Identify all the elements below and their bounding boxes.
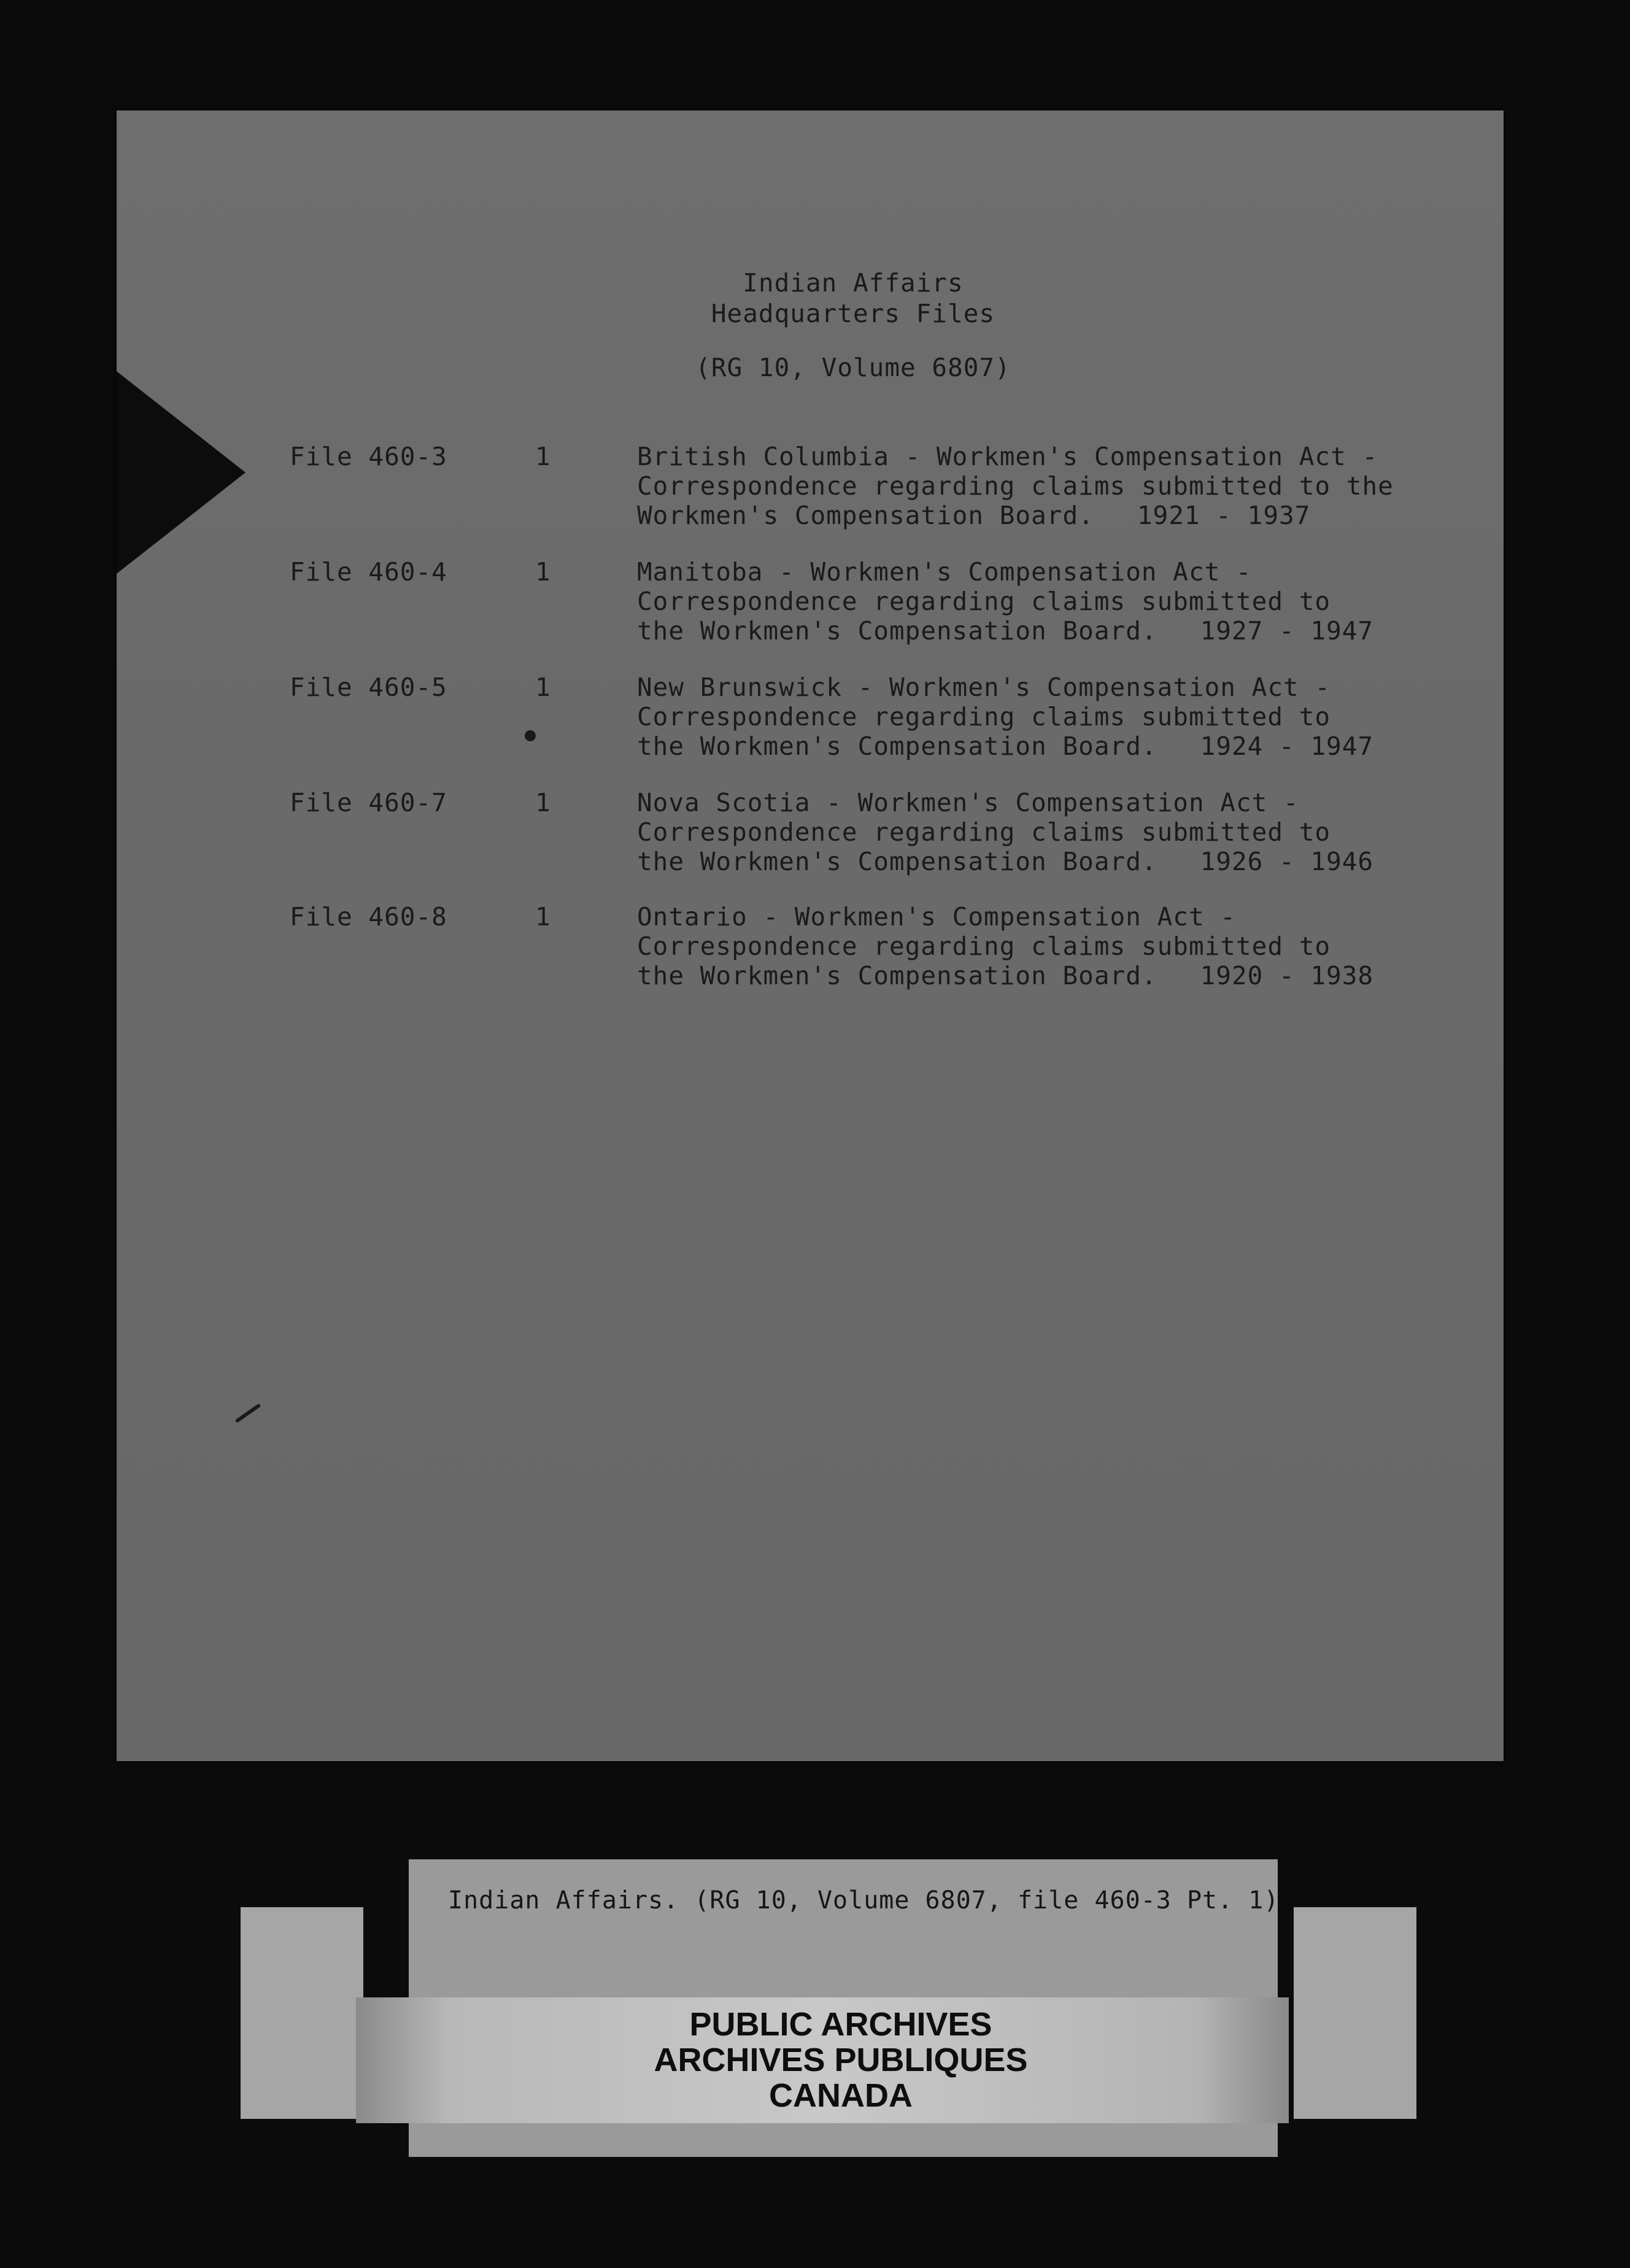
file-entry [0,673,1630,777]
description-line: Manitoba - Workmen's Compensation Act - [637,557,1252,587]
description-line: the Workmen's Compensation Board. [637,847,1157,876]
file-description [637,557,1373,646]
header-volume: (RG 10, Volume 6807) [695,353,1011,382]
file-entry [0,557,1630,662]
part-number: 1 [535,442,551,471]
date-range: 1927 - 1947 [1200,616,1374,646]
description-line: the Workmen's Compensation Board. [637,731,1157,761]
part-number: 1 [535,557,551,587]
file-description [637,673,1373,761]
archives-stamp [589,2007,1092,2113]
header-title: Indian Affairs [743,268,964,298]
description-line: the Workmen's Compensation Board. [637,961,1157,990]
stamp-line: ARCHIVES PUBLIQUES [654,2042,1028,2078]
file-entry [0,442,1630,546]
file-number: File 460-8 [290,902,447,932]
file-description [637,902,1373,990]
part-number: 1 [535,788,551,817]
description-line: Correspondence regarding claims submitted to [637,702,1331,731]
file-number: File 460-5 [290,673,447,702]
description-line: Correspondence regarding claims submitted to [637,587,1331,616]
ink-speck [525,730,536,741]
description-line: Correspondence regarding claims submitted to the [637,471,1394,501]
file-number: File 460-3 [290,442,447,471]
date-range: 1926 - 1946 [1200,847,1374,876]
date-range: 1924 - 1947 [1200,731,1374,761]
description-line: Correspondence regarding claims submitted to [637,932,1331,961]
description-line: British Columbia - Workmen's Compensation Act - [637,442,1378,471]
stamp-line: CANADA [769,2077,913,2114]
archive-label-text: Indian Affairs. (RG 10, Volume 6807, file 460-3 Pt. 1) [448,1886,1280,1915]
file-entry [0,902,1630,1006]
label-tab-right [1294,1907,1416,2119]
file-entry [0,788,1630,892]
description-line: Ontario - Workmen's Compensation Act - [637,902,1236,932]
file-description [637,442,1394,530]
description-line: the Workmen's Compensation Board. [637,616,1157,646]
label-tab-left [241,1907,363,2119]
description-line: Correspondence regarding claims submitted to [637,817,1331,847]
file-description [637,788,1373,876]
description-line: Nova Scotia - Workmen's Compensation Act - [637,788,1299,817]
stamp-line: PUBLIC ARCHIVES [689,2006,992,2043]
header-subtitle: Headquarters Files [711,299,995,328]
file-number: File 460-7 [290,788,447,817]
part-number: 1 [535,673,551,702]
description-line: New Brunswick - Workmen's Compensation Act - [637,673,1331,702]
date-range: 1920 - 1938 [1200,961,1374,990]
date-range: 1921 - 1937 [1137,501,1311,530]
file-number: File 460-4 [290,557,447,587]
description-line: Workmen's Compensation Board. [637,501,1094,530]
part-number: 1 [535,902,551,932]
